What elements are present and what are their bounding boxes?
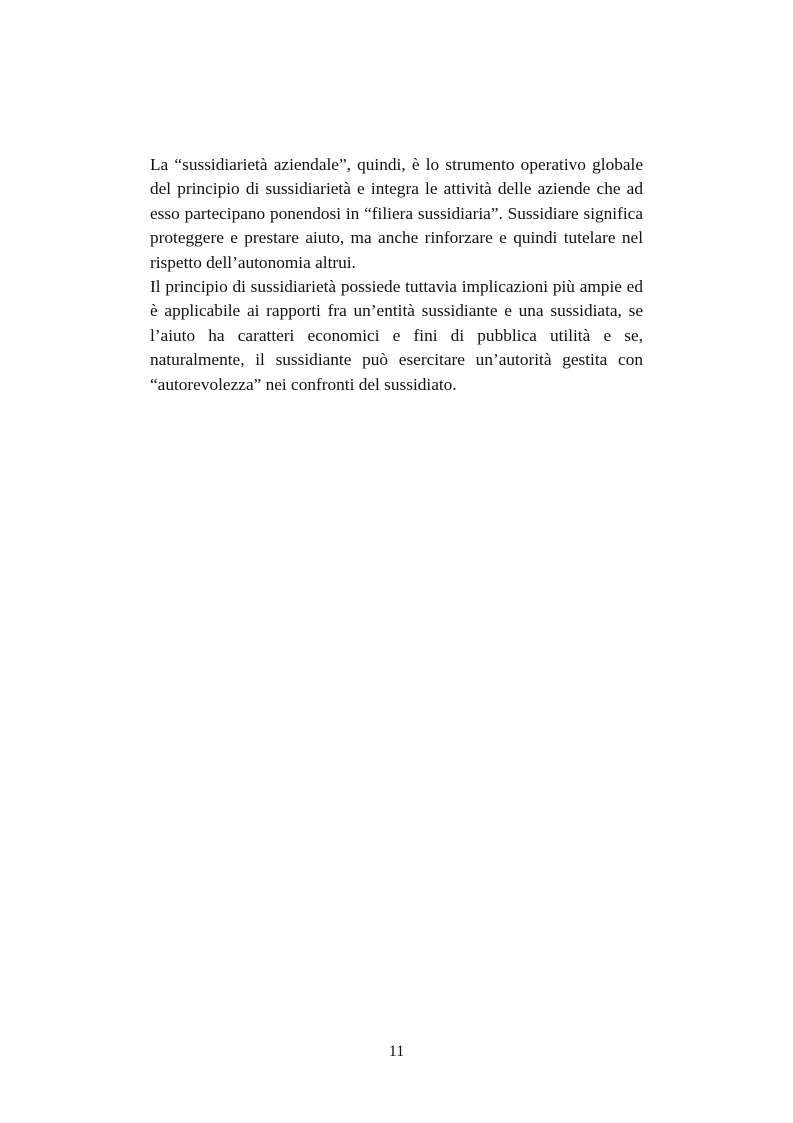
paragraph-sussidiarieta-aziendale: La “sussidiarietà aziendale”, quindi, è lo strumento operativo globale del principio di sussidiarietà e integra le attività delle aziende che ad esso partecipano ponendosi in “filiera sussidiaria”. Sussidiare significa proteggere e prestare aiuto, ma anche rinforzare e quindi tutelare nel rispetto dell’autonomia altrui.: [150, 155, 643, 272]
paragraph-principio-sussidiarieta: Il principio di sussidiarietà possiede tuttavia implicazioni più ampie ed è applicabile ai rapporti fra un’entità sussidiante e una sussidiata, se l’aiuto ha caratteri economici e fini di pubblica utilità e se, naturalmente, il sussidiante può esercitare un’autorità gestita con “autorevolezza” nei confronti del sussidiato.: [150, 277, 643, 394]
body-text: [150, 153, 643, 397]
page-number: 11: [388, 1043, 405, 1060]
